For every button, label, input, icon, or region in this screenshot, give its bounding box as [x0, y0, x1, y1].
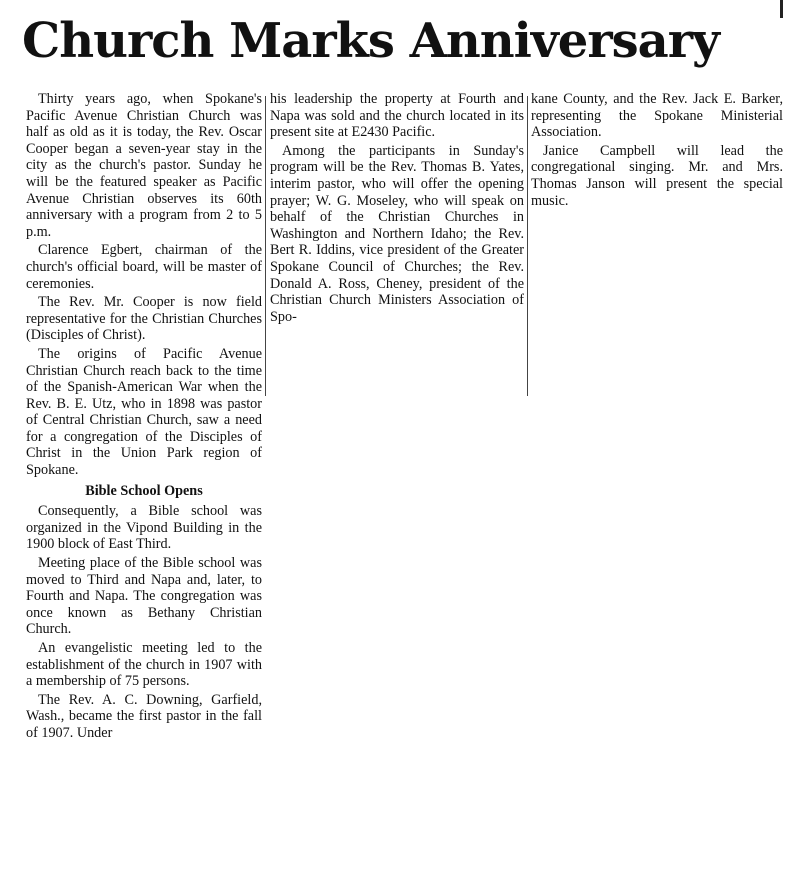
headline: Church Marks Anniversary: [22, 13, 719, 69]
column-3: [531, 91, 783, 211]
column-divider: [527, 96, 528, 396]
paragraph: The origins of Pacific Avenue Christian Church reach back to the time of the Spanish-American War when the Rev. B. E. Utz, who in 1898 was pastor of Central Christian Church, saw a need for a congregation of the Disciples of Christ in the Union Park region of Spokane.: [26, 345, 262, 479]
paragraph: An evangelistic meeting led to the establishment of the church in 1907 with a membership of 75 persons.: [26, 640, 262, 690]
paragraph: Thirty years ago, when Spokane's Pacific Avenue Christian Church was half as old as it is today, the Rev. Oscar Cooper began a seven-year stay in the city as the church's pastor. Sunday he will be the featured speaker as Pacific Avenue Christian observes its 60th anniversary with a program from 2 to 5 p.m.: [26, 91, 262, 240]
paragraph: The Rev. Mr. Cooper is now field representative for the Christian Churches (Disciples of Christ).: [26, 294, 262, 344]
column-1: [26, 91, 262, 744]
column-2: [270, 91, 524, 327]
column-divider: [265, 96, 266, 396]
paragraph: Janice Campbell will lead the congregational singing. Mr. and Mrs. Thomas Janson will present the special music.: [531, 142, 783, 209]
paragraph: Among the participants in Sunday's program will be the Rev. Thomas B. Yates, interim pastor, who will offer the opening prayer; W. G. Moseley, who will speak on behalf of the Christian Churches in Washington and Northern Idaho; the Rev. Bert R. Iddins, vice president of the Greater Spokane Council of Churches; the Rev. Donald A. Ross, Cheney, president of the Christian Church Ministers Association of Spo-: [270, 142, 524, 325]
paragraph: his leadership the property at Fourth and Napa was sold and the church located in its present site at E2430 Pacific.: [270, 91, 524, 141]
paragraph: Consequently, a Bible school was organized in the Vipond Building in the 1900 block of East Third.: [26, 503, 262, 553]
paragraph: The Rev. A. C. Downing, Garfield, Wash., became the first pastor in the fall of 1907. Under: [26, 691, 262, 741]
paragraph: Meeting place of the Bible school was moved to Third and Napa and, later, to Fourth and Napa. The congregation was once known as Bethany Christian Church.: [26, 555, 262, 638]
paragraph: kane County, and the Rev. Jack E. Barker, representing the Spokane Ministerial Association.: [531, 91, 783, 141]
edge-mark: [780, 0, 783, 18]
subheading: Bible School Opens: [85, 482, 203, 499]
paragraph: Clarence Egbert, chairman of the church's official board, will be master of ceremonies.: [26, 242, 262, 292]
